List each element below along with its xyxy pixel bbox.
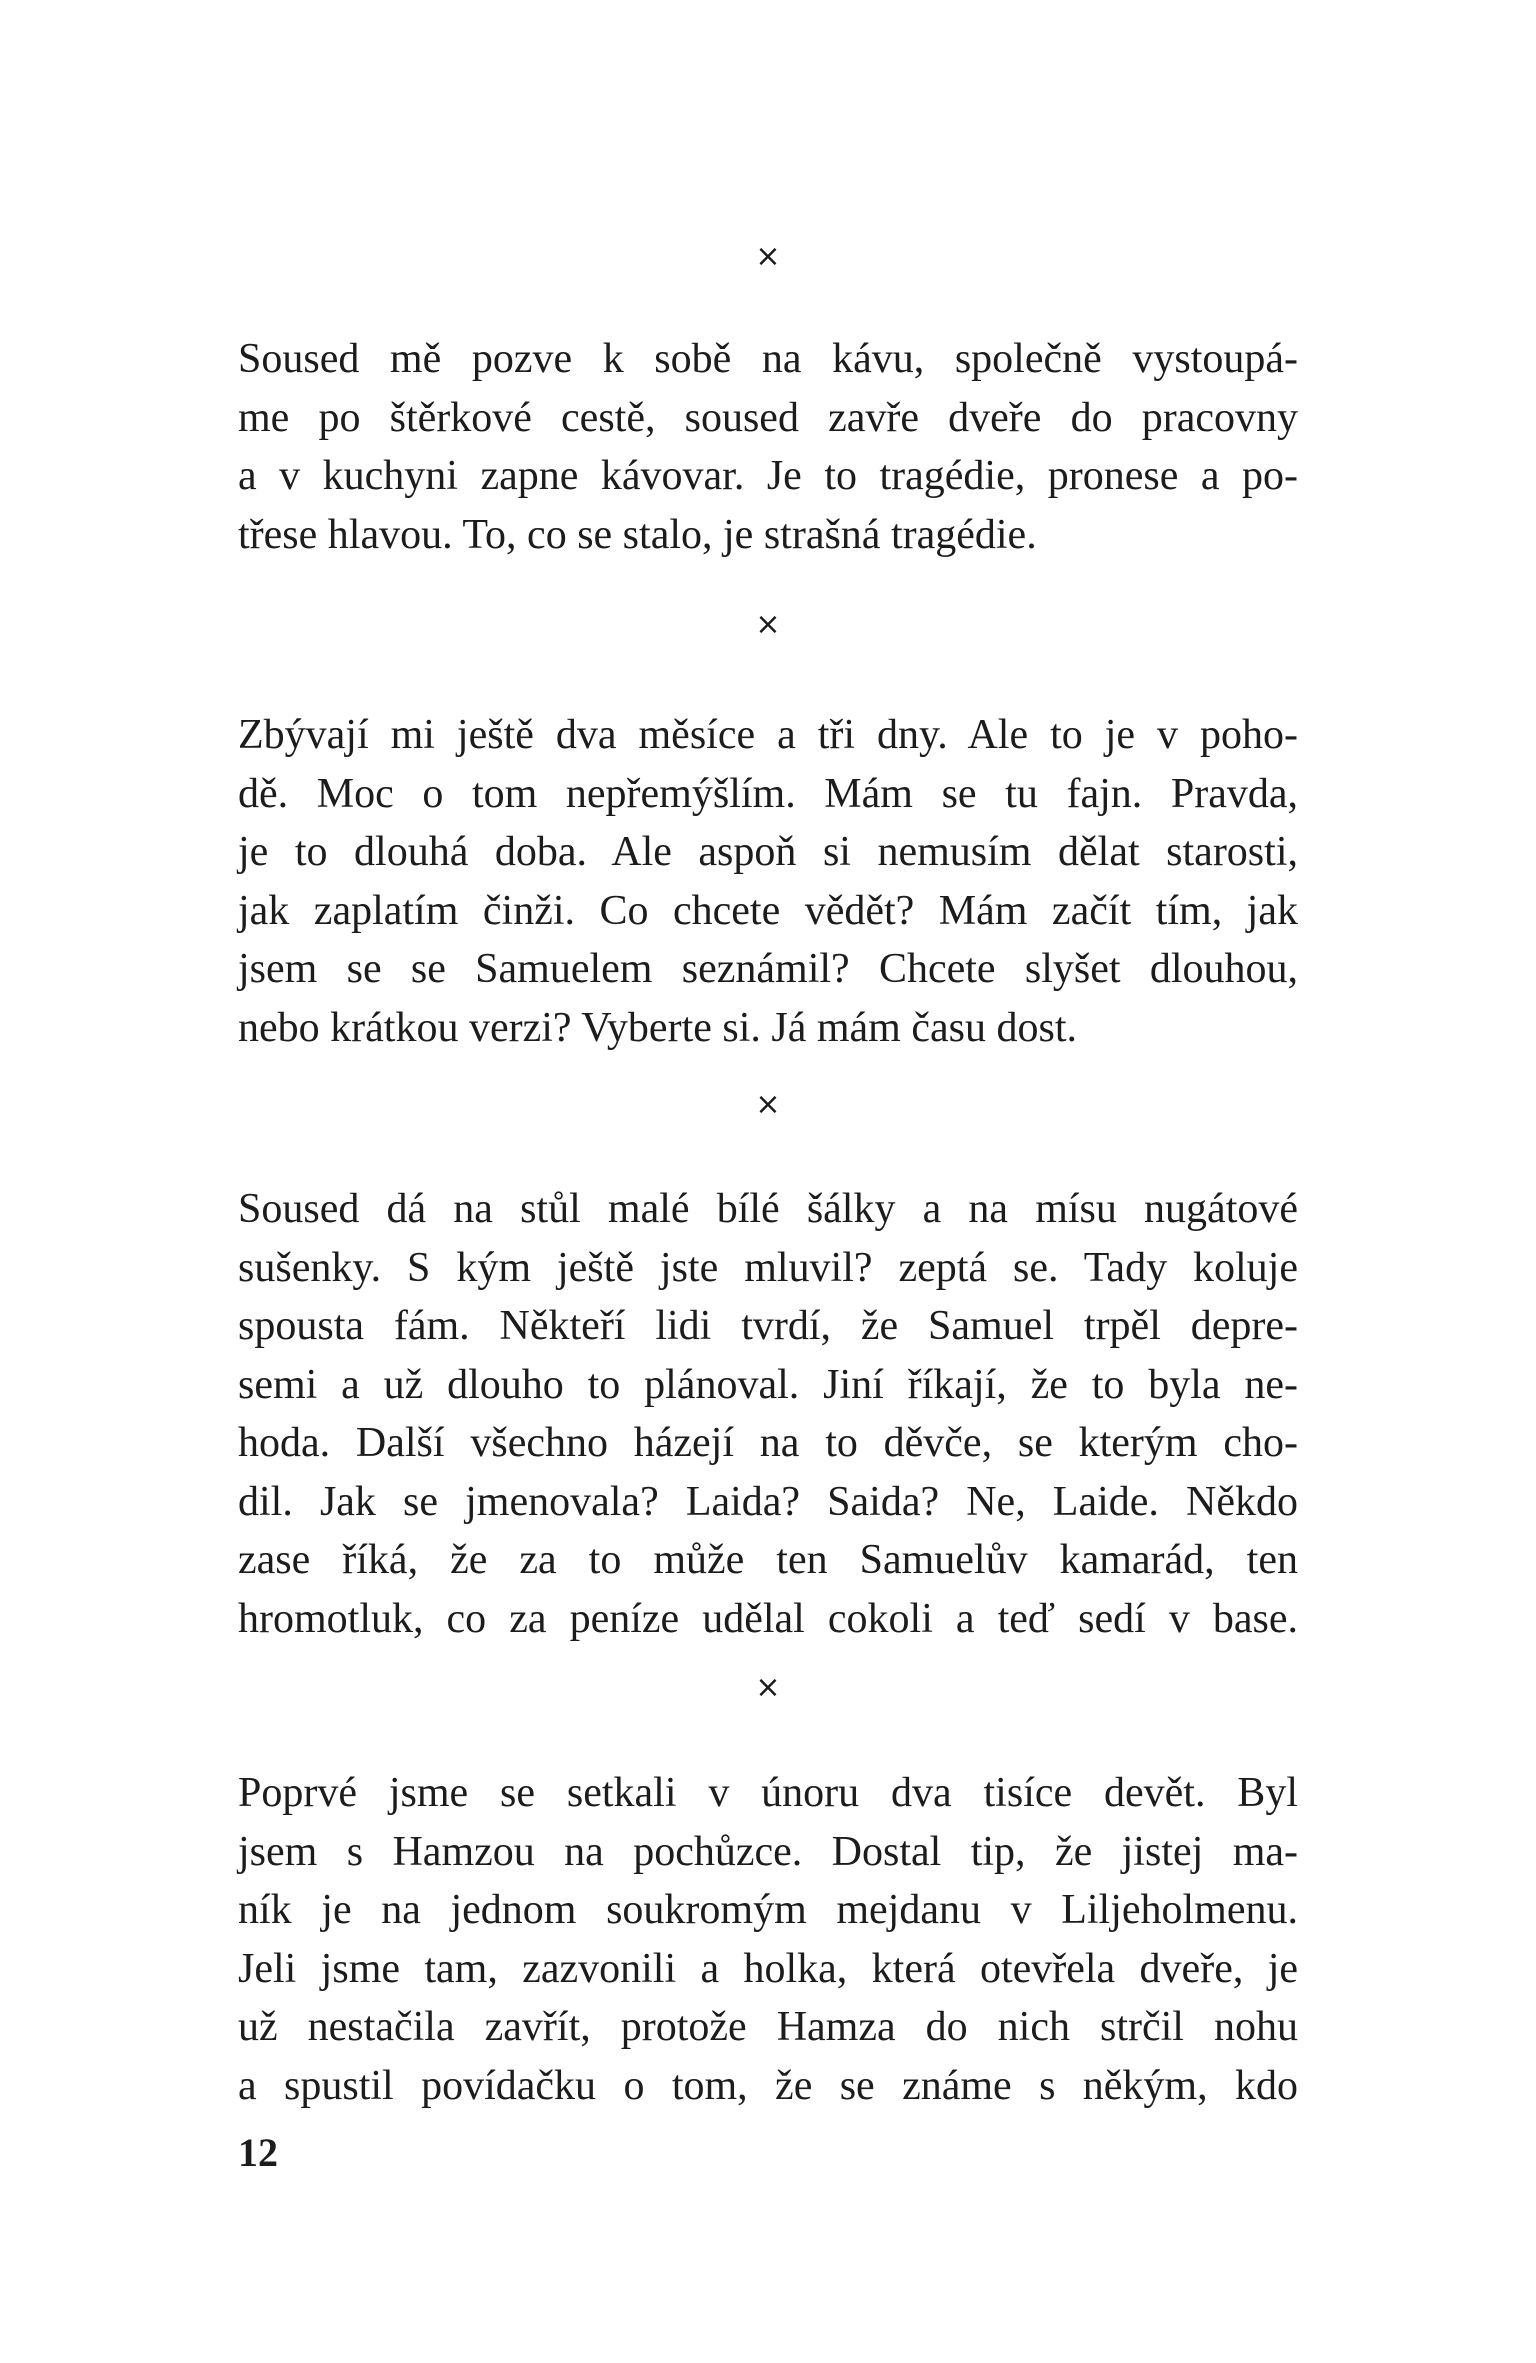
paragraph-line: zase říká, že za to může ten Samuelův kamarád, ten [238, 1537, 1298, 1583]
section-separator-4: × [755, 1670, 781, 1705]
paragraph-line: třese hlavou. To, co se stalo, je strašná tragédie. [238, 511, 1037, 558]
paragraph-line: už nestačila zavřít, protože Hamza do nich strčil nohu [238, 2004, 1298, 2050]
paragraph-line: nebo krátkou verzi? Vyberte si. Já mám času dost. [238, 1004, 1077, 1051]
paragraph-line: sušenky. S kým ještě jste mluvil? zeptá se. Tady koluje [238, 1244, 1298, 1291]
paragraph-4 [238, 1764, 1298, 2115]
page-number: 12 [238, 2130, 278, 2175]
paragraph-line: dě. Moc o tom nepřemýšlím. Mám se tu fajn. Pravda, [238, 770, 1298, 817]
paragraph-line: je to dlouhá doba. Ale aspoň si nemusím dělat starosti, [238, 829, 1298, 875]
paragraph-line: a spustil povídačku o tom, že se známe s někým, kdo [238, 2062, 1298, 2109]
paragraph-line: semi a už dlouho to plánoval. Jiní říkají, že to byla ne- [238, 1361, 1298, 1408]
paragraph-line: dil. Jak se jmenovala? Laida? Saida? Ne, Laide. Někdo [238, 1478, 1298, 1525]
section-separator-1: × [755, 239, 781, 274]
paragraph-2 [238, 706, 1298, 1057]
paragraph-line: jsem se se Samuelem seznámil? Chcete slyšet dlouhou, [238, 946, 1298, 992]
paragraph-line: jak zaplatím činži. Co chcete vědět? Mám začít tím, jak [238, 887, 1298, 934]
paragraph-line: Zbývají mi ještě dva měsíce a tři dny. Ale to je v poho- [238, 712, 1298, 758]
paragraph-line: Soused mě pozve k sobě na kávu, společně vystoupá- [238, 336, 1298, 382]
paragraph-line: Poprvé jsme se setkali v únoru dva tisíce devět. Byl [238, 1770, 1298, 1816]
paragraph-1 [238, 330, 1298, 564]
paragraph-line: jsem s Hamzou na pochůzce. Dostal tip, že jistej ma- [238, 1828, 1298, 1875]
paragraph-line: Jeli jsme tam, zazvonili a holka, která otevřela dveře, je [238, 1945, 1298, 1992]
paragraph-line: Soused dá na stůl malé bílé šálky a na mísu nugátové [238, 1186, 1298, 1232]
paragraph-line: spousta fám. Někteří lidi tvrdí, že Samuel trpěl depre- [238, 1303, 1298, 1349]
paragraph-line: ník je na jednom soukromým mejdanu v Liljeholmenu. [238, 1887, 1298, 1933]
section-separator-3: × [755, 1087, 781, 1122]
paragraph-3 [238, 1180, 1298, 1648]
paragraph-line: hromotluk, co za peníze udělal cokoli a teď sedí v base. [238, 1595, 1298, 1642]
paragraph-line: me po štěrkové cestě, soused zavře dveře do pracovny [238, 394, 1298, 441]
paragraph-line: a v kuchyni zapne kávovar. Je to tragédie, pronese a po- [238, 453, 1298, 499]
section-separator-2: × [755, 607, 781, 642]
paragraph-line: hoda. Další všechno házejí na to děvče, se kterým cho- [238, 1420, 1298, 1466]
